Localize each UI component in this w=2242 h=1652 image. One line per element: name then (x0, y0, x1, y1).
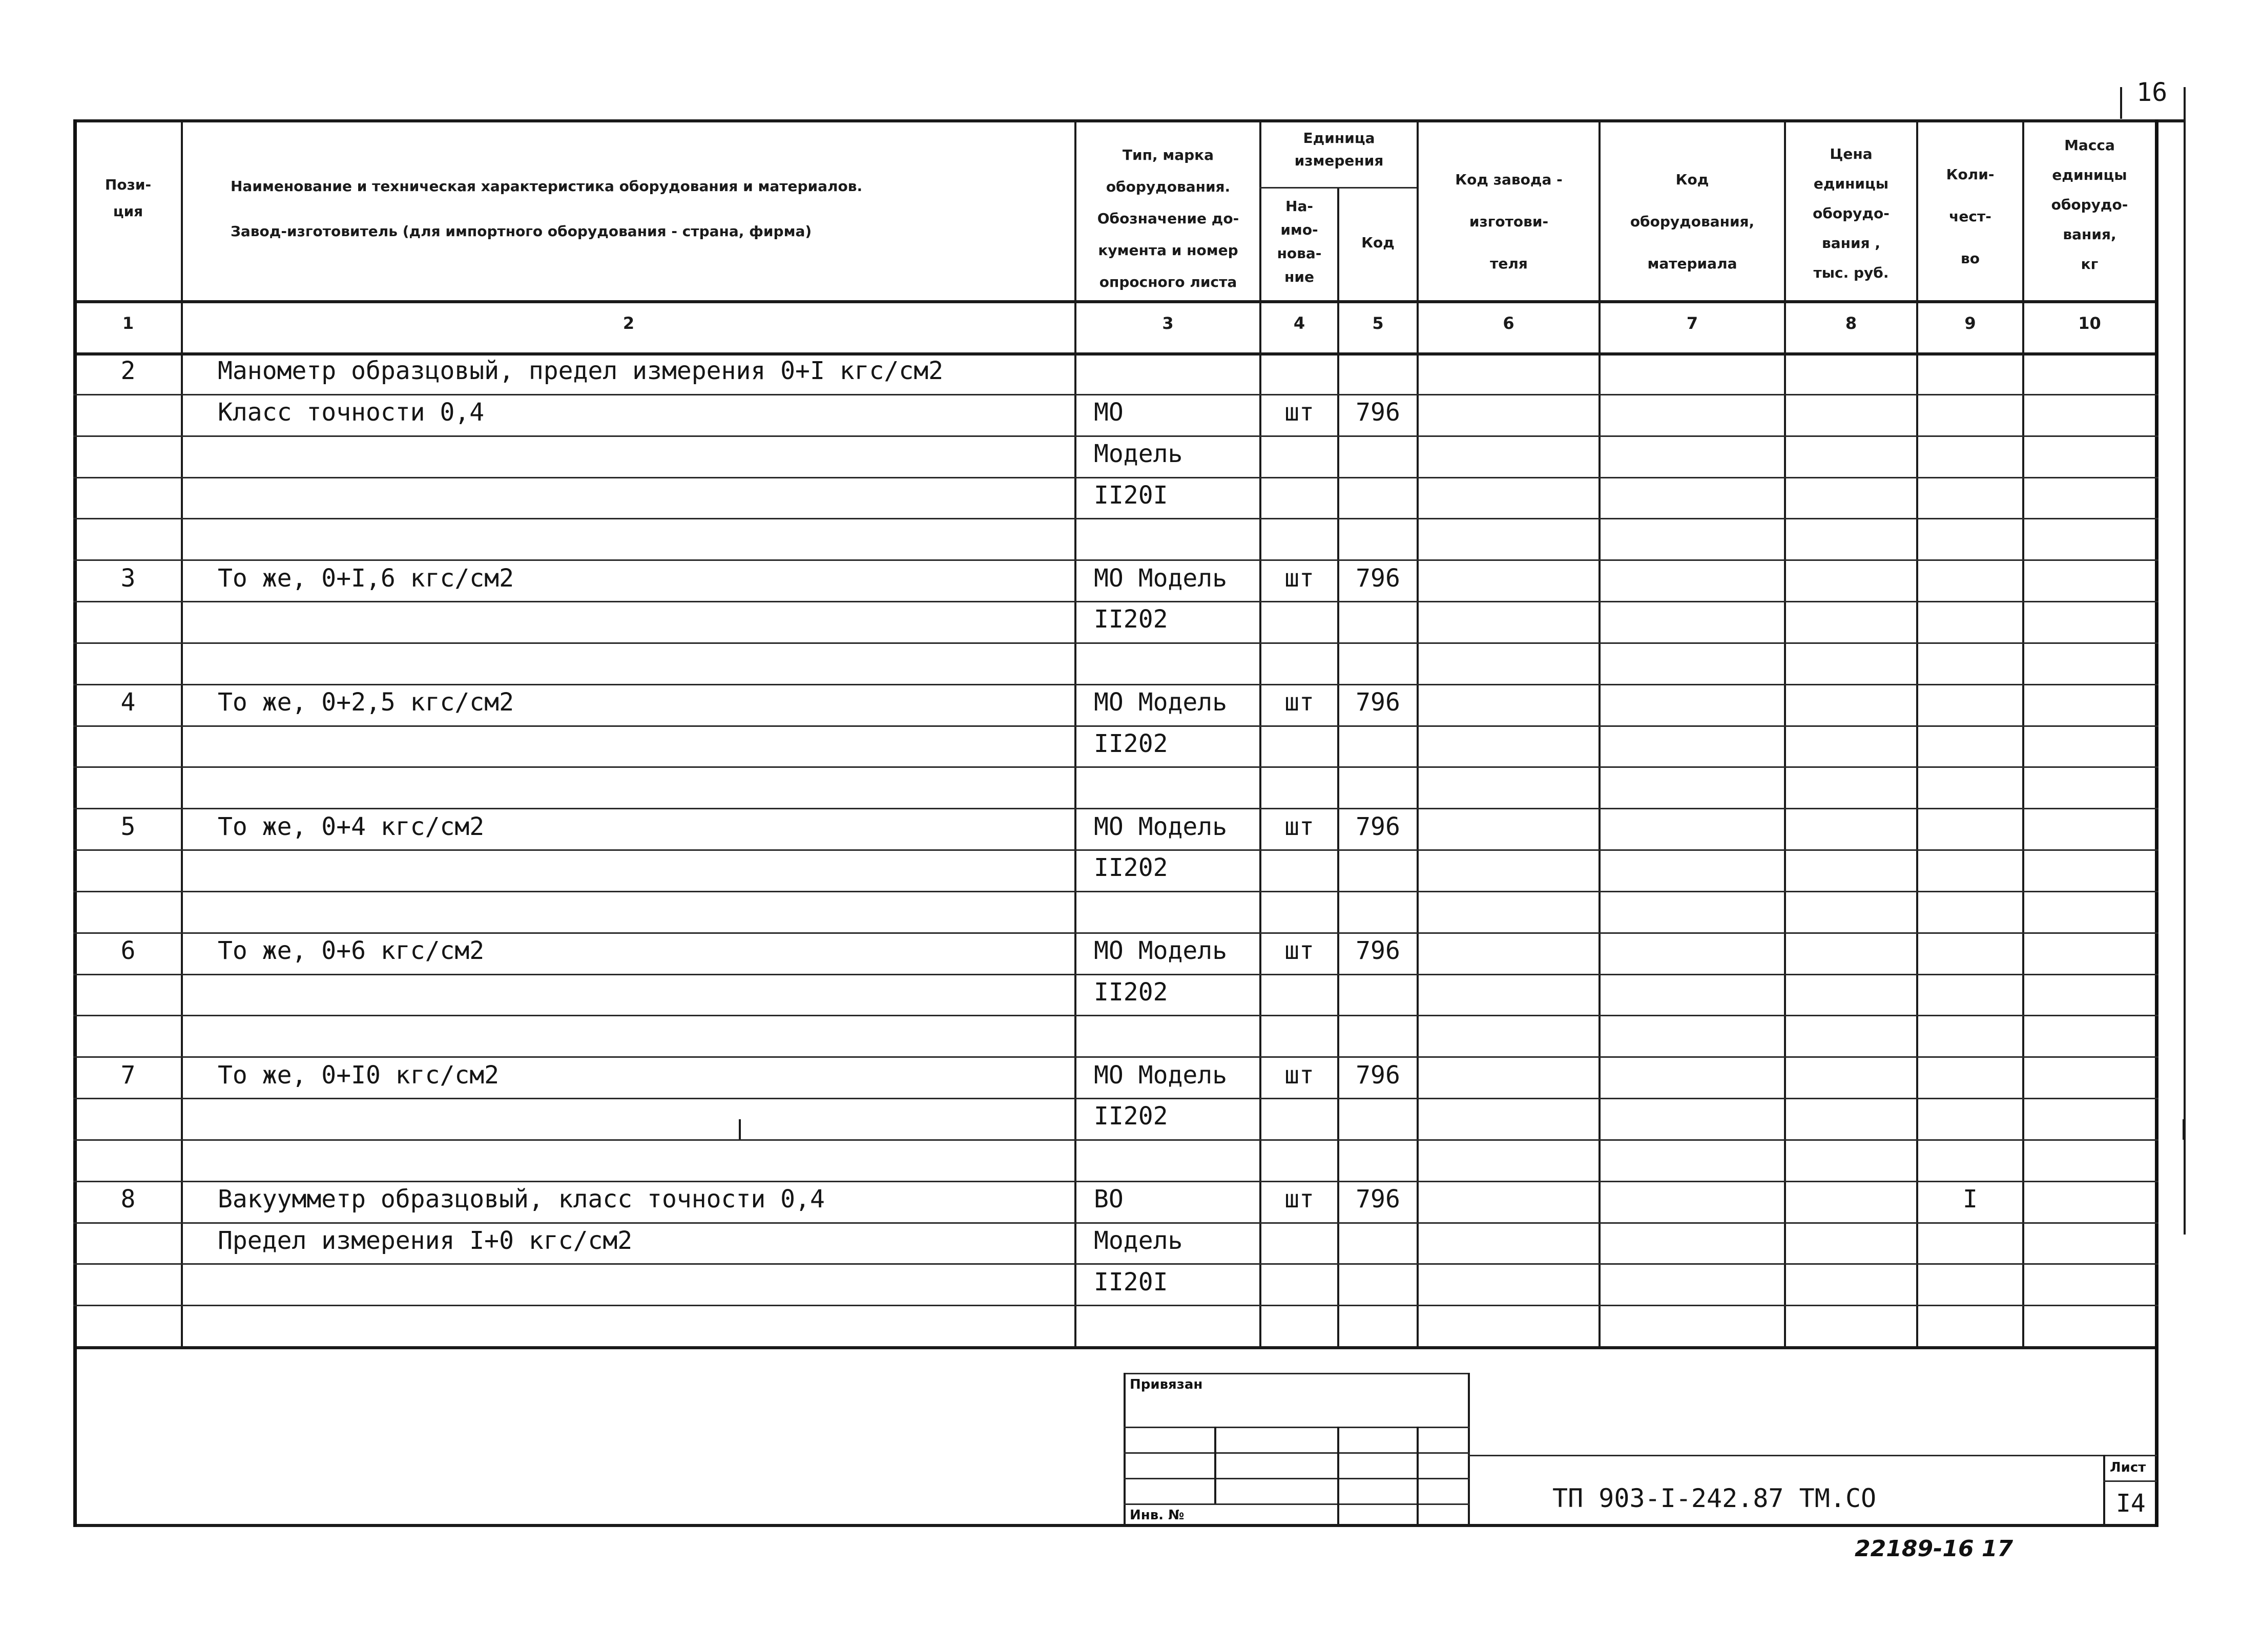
row-name: То же, 0+2,5 кгс/см2 (218, 688, 514, 717)
row-unit: шт (1284, 398, 1314, 427)
col-sep-1 (181, 119, 183, 1349)
hdr-col5: Код (1361, 234, 1395, 251)
row-position: 7 (120, 1060, 136, 1090)
row-divider (73, 1263, 2158, 1265)
row-position: 6 (120, 936, 136, 966)
hdr-col10: Масса единицы оборудо- вания, кг (2051, 137, 2128, 273)
colnum-4: 4 (1293, 313, 1305, 333)
row-type: II202 (1094, 977, 1168, 1007)
hdr-col3: Тип, марка оборудования. Обозначение до- кумента и номер опросного листа (1097, 147, 1239, 290)
row-name: То же, 0+6 кгс/см2 (218, 936, 485, 966)
row-type: II202 (1094, 853, 1168, 883)
archive-number: 22189-16 17 (1855, 1536, 2013, 1562)
row-code: 796 (1356, 812, 1400, 841)
row-code: 796 (1356, 1185, 1400, 1214)
row-type: МО Модель (1094, 1060, 1228, 1090)
colnum-8: 8 (1845, 313, 1857, 333)
table-top-border (73, 119, 2185, 122)
row-name: То же, 0+I0 кгс/см2 (218, 1060, 500, 1090)
row-divider (73, 1181, 2158, 1182)
stamp-privyazan: Привязан (1130, 1377, 1203, 1392)
colnum-9: 9 (1964, 313, 1976, 333)
row-divider (73, 974, 2158, 975)
row-divider (73, 891, 2158, 892)
row-type: II20I (1094, 1267, 1168, 1296)
colnum-5: 5 (1372, 313, 1384, 333)
colnum-1: 1 (122, 313, 134, 333)
row-name: То же, 0+I,6 кгс/см2 (218, 563, 514, 593)
col-right-border (2155, 119, 2158, 1527)
row-position: 8 (120, 1185, 136, 1214)
colnum-6: 6 (1503, 313, 1514, 333)
row-type: Модель (1094, 440, 1183, 469)
row-position: 5 (120, 812, 136, 841)
row-divider (73, 559, 2158, 561)
row-type: МО Модель (1094, 812, 1228, 841)
table-bottom-border (73, 1346, 2158, 1349)
hdr-col1: Пози- ция (105, 176, 152, 220)
row-name: Вакуумметр образцовый, класс точности 0,4 (218, 1185, 825, 1214)
colnum-3: 3 (1162, 313, 1174, 333)
col-sep-8 (1916, 119, 1918, 1349)
row-type: II202 (1094, 729, 1168, 758)
row-type: МО Модель (1094, 688, 1228, 717)
row-position: 4 (120, 688, 136, 717)
row-divider (73, 1139, 2158, 1141)
row-unit: шт (1284, 688, 1314, 717)
row-name: Класс точности 0,4 (218, 398, 485, 427)
sheet-corner-number: 16 (2136, 77, 2168, 107)
col-sep-3 (1259, 119, 1261, 1349)
stamp-designation: ТП 903-I-242.87 ТМ.СО (1552, 1483, 1877, 1513)
unit-group-divider (1259, 187, 1417, 189)
colnum-bottom-border (73, 352, 2158, 356)
row-position: 3 (120, 563, 136, 593)
row-divider (73, 518, 2158, 519)
col-sep-7 (1784, 119, 1786, 1349)
sheet-bottom-border (73, 1524, 2158, 1527)
row-type: Модель (1094, 1226, 1183, 1255)
row-type: II202 (1094, 605, 1168, 634)
row-divider (73, 435, 2158, 437)
colnum-2: 2 (622, 313, 635, 333)
row-code: 796 (1356, 688, 1400, 717)
row-name: Предел измерения I+0 кгс/см2 (218, 1226, 633, 1255)
row-divider (73, 1015, 2158, 1016)
colnum-7: 7 (1686, 313, 1698, 333)
row-type: II20I (1094, 480, 1168, 510)
corner-tick-left (2120, 87, 2122, 119)
row-code: 796 (1356, 398, 1400, 427)
row-divider (73, 1056, 2158, 1058)
col-sep-2 (1074, 119, 1076, 1349)
hdr-col9: Коли- чест- во (1946, 166, 1995, 267)
hdr-col8: Цена единицы оборудо- вания , тыс. руб. (1813, 145, 1890, 281)
stamp-inv-no: Инв. № (1130, 1508, 1185, 1523)
row-quantity: I (1963, 1185, 1978, 1214)
row-type: МО (1094, 398, 1124, 427)
row-name: Манометр образцовый, предел измерения 0+I кгс/см2 (218, 357, 944, 386)
row-divider (73, 725, 2158, 727)
row-divider (73, 932, 2158, 934)
row-code: 796 (1356, 936, 1400, 966)
row-unit: шт (1284, 1185, 1314, 1214)
stamp-list-value: I4 (2116, 1489, 2146, 1518)
row-unit: шт (1284, 812, 1314, 841)
row-type: МО Модель (1094, 936, 1228, 966)
row-divider (73, 477, 2158, 478)
row-divider (73, 1222, 2158, 1224)
row-type: II202 (1094, 1102, 1168, 1131)
header-bottom-border (73, 300, 2158, 303)
row-divider (73, 601, 2158, 602)
stamp-list-label: Лист (2110, 1460, 2146, 1475)
row-type: ВО (1094, 1185, 1124, 1214)
hdr-col7: Код оборудования, материала (1630, 171, 1755, 272)
col-sep-5 (1417, 119, 1419, 1349)
row-code: 796 (1356, 1060, 1400, 1090)
row-position: 2 (120, 357, 136, 386)
row-divider (73, 808, 2158, 809)
row-name: То же, 0+4 кгс/см2 (218, 812, 485, 841)
row-unit: шт (1284, 563, 1314, 593)
row-divider (73, 684, 2158, 685)
row-divider (73, 394, 2158, 395)
hdr-col6: Код завода - изготови- теля (1455, 171, 1563, 272)
row-divider (73, 849, 2158, 851)
row-divider (73, 1098, 2158, 1099)
row-type: МО Модель (1094, 563, 1228, 593)
row-unit: шт (1284, 1060, 1314, 1090)
colnum-10: 10 (2078, 313, 2101, 333)
row-divider (73, 1305, 2158, 1306)
col-sep-9 (2022, 119, 2024, 1349)
row-divider (73, 766, 2158, 768)
corner-tick-right (2184, 87, 2186, 1235)
hdr-col2: Наименование и техническая характеристика оборудования и материалов. Завод-изготовитель (для импортного оборудования - страна, фирма) (231, 178, 863, 240)
hdr-unit-group: Единица измерения (1294, 130, 1384, 169)
col-sep-6 (1599, 119, 1601, 1349)
row-unit: шт (1284, 936, 1314, 966)
row-code: 796 (1356, 563, 1400, 593)
row-divider (73, 642, 2158, 644)
hdr-col4: На- имо- нова- ние (1277, 198, 1322, 285)
